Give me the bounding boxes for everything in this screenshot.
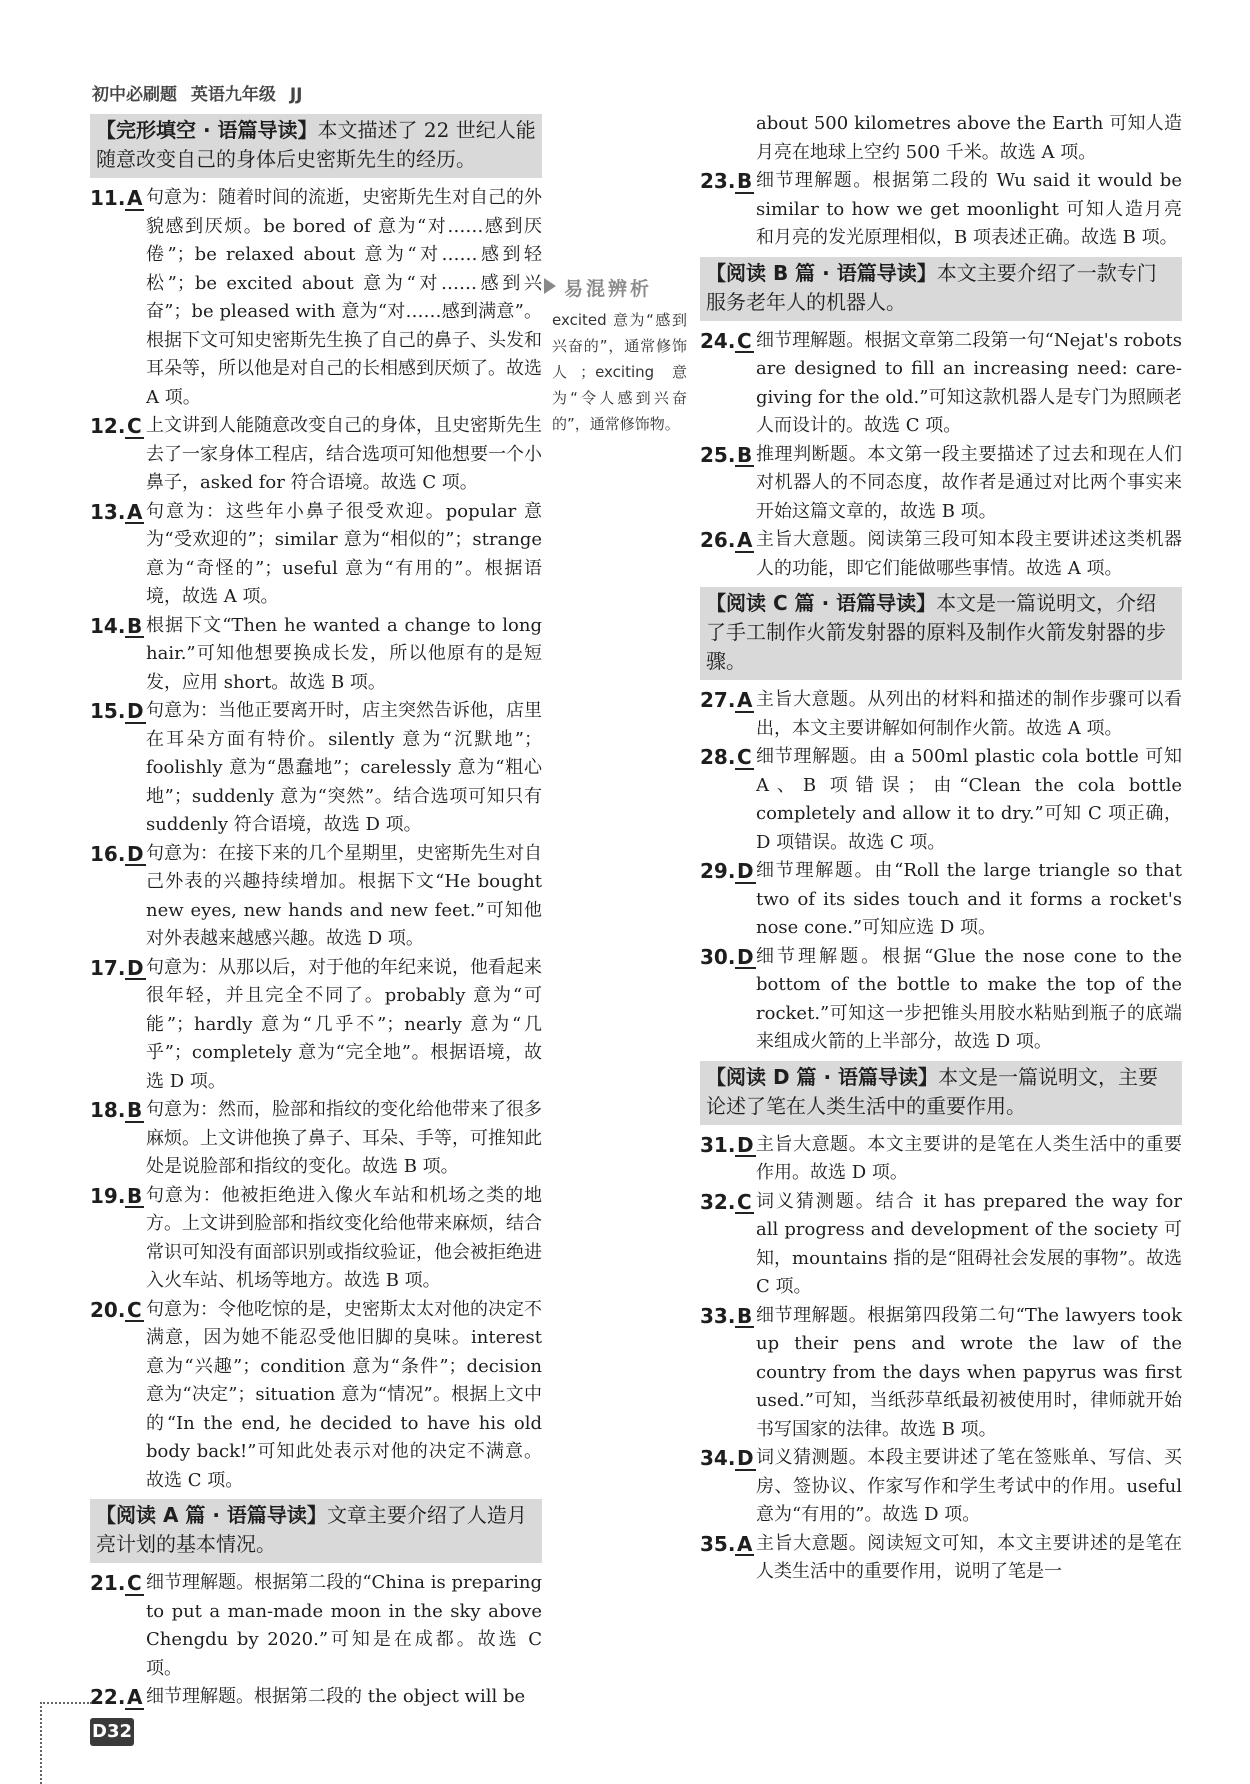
answer-letter: D	[127, 954, 144, 983]
question-number: 19.	[90, 1183, 126, 1208]
answer-letter: B	[737, 441, 752, 470]
question-number: 18.	[90, 1098, 126, 1122]
answer-letter: B	[127, 1096, 142, 1125]
question-number: 25.	[700, 442, 736, 467]
answer-item	[700, 526, 1182, 583]
explanation-text: 主旨大意题。本文主要讲的是笔在人类生活中的重要作用。故选 D 项。	[756, 1133, 1182, 1183]
answer-item	[90, 954, 542, 1097]
answer-letter: A	[737, 526, 752, 555]
answer-item	[700, 1530, 1182, 1587]
margin-note	[552, 274, 687, 437]
question-number: 15.	[90, 699, 126, 723]
section-text: 文章主要介绍了人造月亮计划的基本情况。	[96, 1503, 527, 1556]
answer-letter: A	[737, 1530, 752, 1559]
answer-item	[700, 743, 1182, 857]
left-column	[90, 110, 542, 1712]
section-intro	[700, 257, 1182, 321]
answer-item	[90, 1182, 542, 1296]
answer-letter: B	[737, 167, 752, 196]
explanation-text: 上文讲到人能随意改变自己的身体，且史密斯先生去了一家身体工程店，结合选项可知他想要一个小鼻子，asked for 符合语境。故选 C 项。	[146, 415, 542, 493]
question-number: 35.	[700, 1531, 736, 1556]
answer-letter: D	[737, 1444, 754, 1473]
question-number: 31.	[700, 1132, 736, 1157]
question-number: 24.	[700, 328, 736, 353]
answer-letter: B	[127, 612, 142, 641]
question-number: 16.	[90, 841, 126, 866]
section-intro	[700, 587, 1182, 680]
answer-item	[700, 1302, 1182, 1445]
answer-item	[700, 327, 1182, 441]
question-number: 26.	[700, 528, 736, 552]
right-column	[700, 110, 1182, 1587]
answer-item	[90, 612, 542, 698]
answer-item	[700, 1444, 1182, 1530]
question-number: 14.	[90, 613, 126, 638]
continued-text: about 500 kilometres above the Earth 可知人造月亮在地球上空约 500 千米。故选 A 项。	[756, 113, 1182, 163]
answer-item	[90, 1569, 542, 1683]
explanation-text: 细节理解题。根据“Glue the nose cone to the bottom of the bottle to make the top of the rocket.”可知这一步把锥头用胶水粘贴到瓶子的底端来组成火箭的上半部分，故选 D 项。	[756, 945, 1182, 1052]
answer-item	[700, 1188, 1182, 1302]
question-number: 23.	[700, 169, 736, 193]
answer-letter: A	[737, 686, 752, 715]
question-number: 28.	[700, 745, 736, 769]
question-number: 13.	[90, 499, 126, 524]
answer-letter: C	[737, 743, 752, 772]
explanation-text: 细节理解题。由 a 500ml plastic cola bottle 可知 A、B 项错误；由“Clean the cola bottle completely and allow it to dry.”可知 C 项正确，D 项错误。故选 C 项。	[756, 746, 1182, 853]
question-number: 21.	[90, 1571, 126, 1595]
answer-item	[90, 1296, 542, 1496]
footer-decoration	[40, 1702, 92, 1784]
answer-letter: A	[127, 1683, 142, 1712]
question-number: 12.	[90, 414, 126, 438]
question-number: 22.	[90, 1685, 126, 1709]
page-header	[92, 80, 311, 105]
explanation-text: 主旨大意题。从列出的材料和描述的制作步骤可以看出，本文主要讲解如何制作火箭。故选 A 项。	[756, 689, 1182, 739]
section-text: 本文主要介绍了一款专门服务老年人的机器人。	[706, 260, 1157, 314]
question-number: 29.	[700, 859, 736, 883]
explanation-text: 细节理解题。根据第二段的“China is preparing to put a man-made moon in the sky above Chengdu by 2020.”可知是在成都。故选 C 项。	[146, 1572, 542, 1679]
explanation-text: 句意为：从那以后，对于他的年纪来说，他看起来很年轻，并且完全不同了。probably 意为“可能”；hardly 意为“几乎不”；nearly 意为“几乎”；completely 意为“完全地”。根据语境，故选 D 项。	[146, 956, 542, 1092]
explanation-text: 细节理解题。根据第二段的 Wu said it would be similar to how we get moonlight 可知人造月亮和月亮的发光原理相似，B 项表述正确。故选 B 项。	[756, 170, 1182, 248]
question-number: 27.	[700, 688, 736, 712]
answer-item	[700, 1131, 1182, 1188]
answer-letter: A	[127, 498, 142, 527]
margin-note-title: 易混辨析	[552, 274, 687, 301]
question-number: 34.	[700, 1446, 736, 1470]
explanation-text: 词义猜测题。本段主要讲述了笔在签账单、写信、买房、签协议、作家写作和学生考试中的作用。useful 意为“有用的”。故选 D 项。	[756, 1447, 1182, 1525]
section-intro	[90, 114, 542, 178]
explanation-text: 词义猜测题。结合 it has prepared the way for all progress and development of the society 可知，mountains 指的是“阻碍社会发展的事物”。故选 C 项。	[756, 1190, 1182, 1297]
answer-letter: D	[127, 697, 144, 726]
explanation-text: 句意为：令他吃惊的是，史密斯太太对他的决定不满意，因为她不能忍受他旧脚的臭味。interest 意为“兴趣”；condition 意为“条件”；decision 意为“决定”；situation 意为“情况”。根据上文中的“In the end, he decided to have his old body back!”可知此处表示对他的决定不满意。故选 C 项。	[146, 1298, 542, 1491]
answer-item	[700, 167, 1182, 253]
answer-letter: C	[737, 1188, 752, 1217]
explanation-text: 推理判断题。本文第一段主要描述了过去和现在人们对机器人的不同态度，故作者是通过对比两个事实来开始这篇文章的，故选 B 项。	[756, 443, 1182, 522]
book-title: 初中必刷题	[92, 85, 177, 105]
answer-item	[90, 1096, 542, 1182]
explanation-text: 句意为：这些年小鼻子很受欢迎。popular 意为“受欢迎的”；similar 意为“相似的”；strange 意为“奇怪的”；useful 意为“有用的”。根据语境，故选 A 项。	[146, 500, 542, 607]
question-number: 30.	[700, 944, 736, 969]
explanation-text: 细节理解题。根据文章第二段第一句“Nejat's robots are designed to fill an increasing need: care-giving for the old.”可知这款机器人是专门为照顾老人而设计的。故选 C 项。	[756, 329, 1182, 436]
explanation-text: 主旨大意题。阅读短文可知，本文主要讲述的是笔在人类生活中的重要作用，说明了笔是一	[756, 1532, 1182, 1582]
question-number: 32.	[700, 1189, 736, 1214]
answer-item	[700, 857, 1182, 943]
explanation-text: 根据下文“Then he wanted a change to long hair.”可知他想要换成长发，所以他原有的是短发，应用 short。故选 B 项。	[146, 614, 542, 693]
answer-item	[90, 697, 542, 840]
explanation-text: 细节理解题。根据第四段第二句“The lawyers took up their pens and wrote the law of the country from the days when papyrus was first used.”可知，当纸莎草纸最初被使用时，律师就开始书写国家的法律。故选 B 项。	[756, 1304, 1182, 1440]
question-number: 20.	[90, 1297, 126, 1322]
answer-letter: C	[127, 1569, 142, 1598]
explanation-text: 细节理解题。根据第二段的 the object will be	[146, 1686, 526, 1707]
section-tag: 【阅读 D 篇 · 语篇导读】	[706, 1064, 939, 1089]
answer-letter: D	[737, 943, 754, 972]
explanation-text: 句意为：他被拒绝进入像火车站和机场之类的地方。上文讲到脸部和指纹变化给他带来麻烦，结合常识可知没有面部识别或指纹验证，他会被拒绝进入火车站、机场等地方。故选 B 项。	[146, 1184, 542, 1291]
section-text: 本文描述了 22 世纪人能随意改变自己的身体后史密斯先生的经历。	[96, 118, 536, 171]
answer-letter: D	[127, 840, 144, 869]
answer-letter: B	[737, 1302, 752, 1331]
section-text: 本文是一篇说明文，主要论述了笔在人类生活中的重要作用。	[706, 1064, 1159, 1118]
answer-letter: D	[737, 1131, 754, 1160]
section-tag: 【完形填空 · 语篇导读】	[96, 118, 318, 142]
explanation-text: 句意为：当他正要离开时，店主突然告诉他，店里在耳朵方面有特价。silently 意为“沉默地”；foolishly 意为“愚蠢地”；carelessly 意为“粗心地”；suddenly 意为“突然”。结合选项可知只有 suddenly 符合语境，故选 D 项。	[146, 700, 542, 835]
answer-item	[90, 412, 542, 498]
edition-label: JJ	[289, 85, 303, 105]
question-number: 33.	[700, 1303, 736, 1328]
answer-item	[700, 686, 1182, 743]
page-number: D32	[90, 1718, 134, 1746]
answer-letter: C	[127, 412, 142, 441]
section-tag: 【阅读 B 篇 · 语篇导读】	[706, 260, 937, 285]
answer-letter: C	[737, 327, 752, 356]
answer-item	[90, 498, 542, 612]
explanation-text: 句意为：然而，脸部和指纹的变化给他带来了很多麻烦。上文讲他换了鼻子、耳朵、手等，可推知此处是说脸部和指纹的变化。故选 B 项。	[146, 1099, 542, 1177]
explanation-text: 主旨大意题。阅读第三段可知本段主要讲述这类机器人的功能，即它们能做哪些事情。故选 A 项。	[756, 529, 1182, 579]
section-text: 本文是一篇说明文，介绍了手工制作火箭发射器的原料及制作火箭发射器的步骤。	[706, 591, 1166, 673]
section-tag: 【阅读 A 篇 · 语篇导读】	[96, 1503, 327, 1527]
section-intro	[700, 1061, 1182, 1125]
answer-item	[90, 184, 542, 412]
answer-letter: D	[737, 857, 754, 886]
answer-letter: C	[127, 1296, 142, 1325]
explanation-text: 细节理解题。由“Roll the large triangle so that two of its sides touch and it forms a rocket's nose cone.”可知应选 D 项。	[756, 860, 1182, 938]
answer-letter: B	[127, 1182, 142, 1211]
question-number: 17.	[90, 955, 126, 980]
section-tag: 【阅读 C 篇 · 语篇导读】	[706, 591, 937, 615]
explanation-text: 句意为：随着时间的流逝，史密斯先生对自己的外貌感到厌烦。be bored of 意为“对……感到厌倦”；be relaxed about 意为“对……感到轻松”；be excited about 意为“对……感到兴奋”；be pleased with 意为“对……感到满意”。根据下文可知史密斯先生换了自己的鼻子、头发和耳朵等，所以他是对自己的长相感到厌烦了。故选 A 项。	[146, 187, 542, 408]
subject-title: 英语九年级	[190, 85, 276, 105]
question-number: 11.	[90, 186, 126, 210]
answer-item	[90, 840, 542, 954]
margin-note-text: excited 意为“感到兴奋的”，通常修饰人；exciting 意为“令人感到兴奋的”，通常修饰物。	[552, 311, 687, 433]
answer-item	[90, 1683, 542, 1712]
explanation-text: 句意为：在接下来的几个星期里，史密斯先生对自己外表的兴趣持续增加。根据下文“He bought new eyes, new hands and new feet.”可知他对外表越来越感兴趣。故选 D 项。	[146, 842, 542, 949]
answer-letter: A	[127, 184, 142, 213]
answer-item	[700, 943, 1182, 1057]
answer-item	[700, 441, 1182, 527]
section-intro	[90, 1499, 542, 1563]
